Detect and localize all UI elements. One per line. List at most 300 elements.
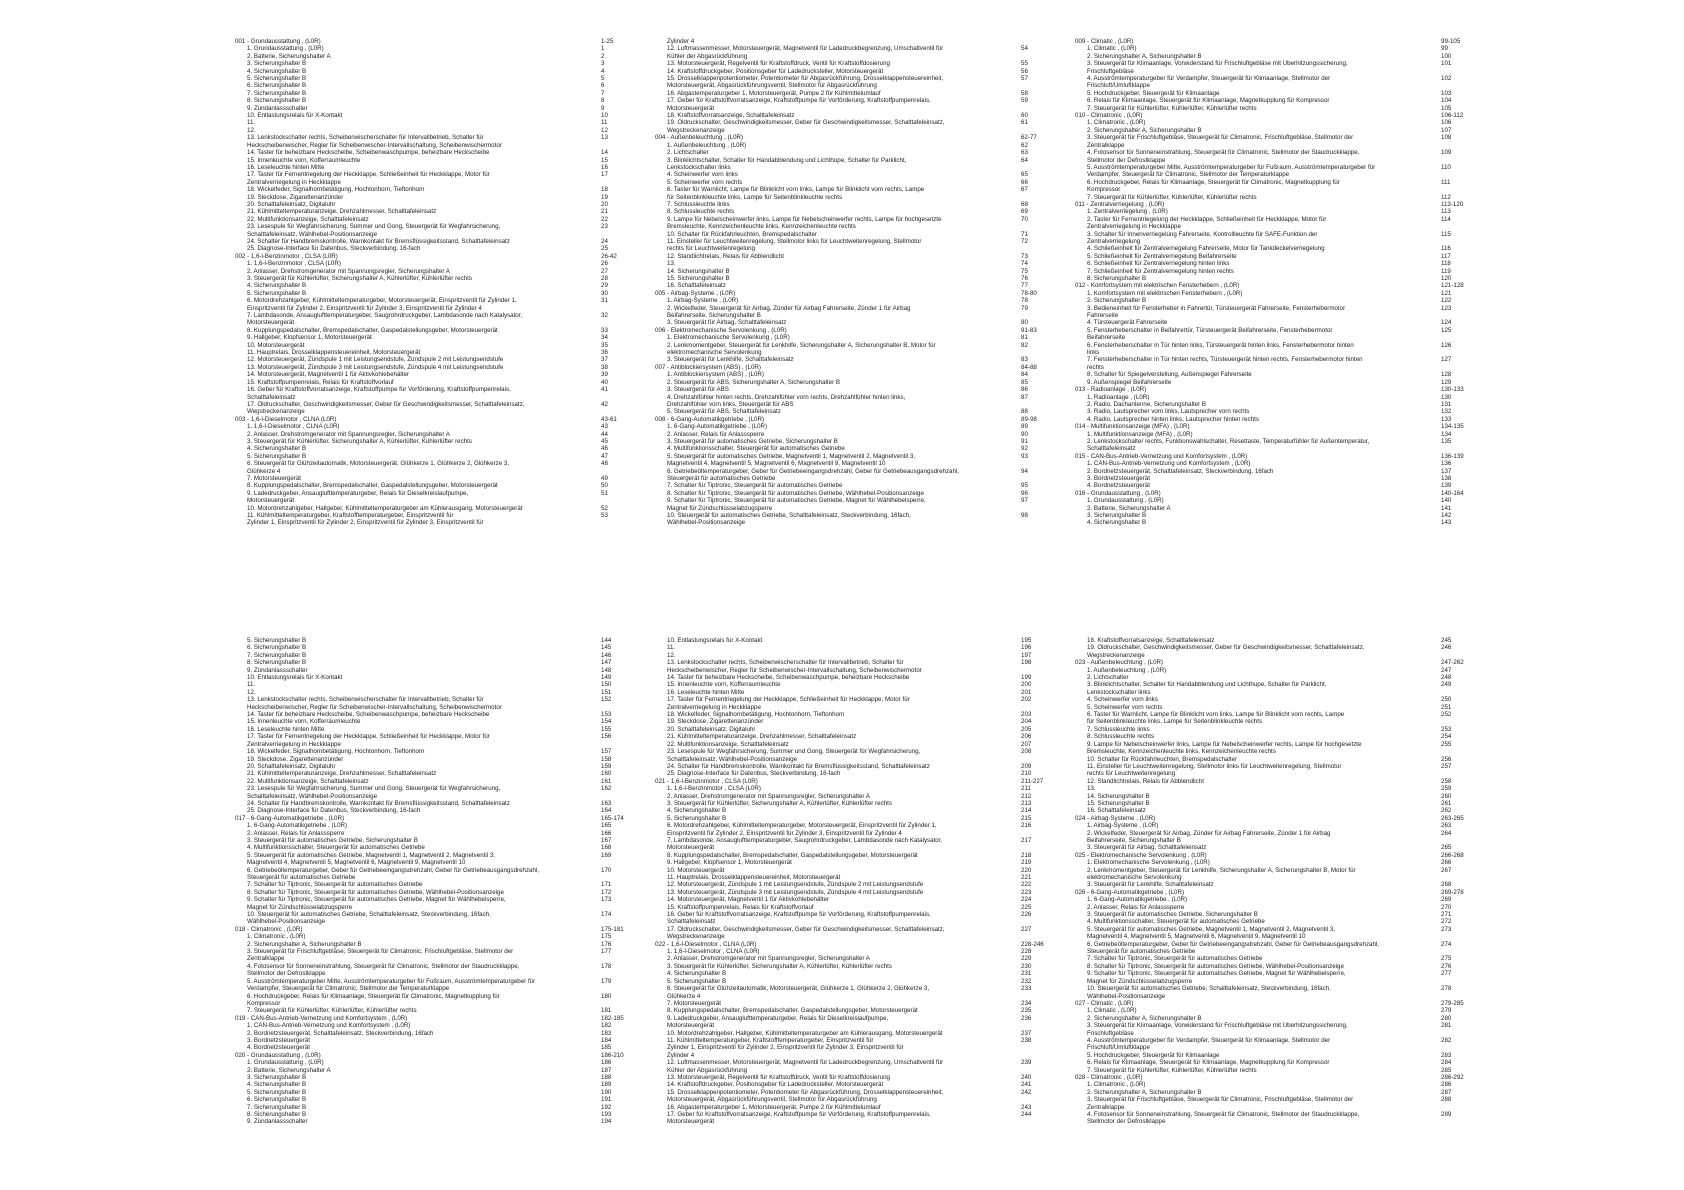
toc-entry [235, 201, 635, 208]
toc-entry [1075, 970, 1475, 977]
toc-entry [1075, 394, 1475, 401]
toc-entry [235, 652, 635, 659]
toc-entry-page: 166 [601, 829, 612, 837]
toc-entry [1075, 867, 1475, 874]
toc-entry-title: 3. Schalter für Innenverriegelung Fahrerseite, Kontrollleuchte für SAFE-Funktion der [1087, 230, 1318, 238]
toc-entry-title: 21. Kühlmitteltemperaturanzeige, Drehzahlmesser, Schalttafeleinsatz [247, 208, 437, 216]
toc-entry-title: 12. Motorsteuergerät, Zündspule 1 mit Leistungsendstufe, Zündspule 2 mit Leistungsendstufe [247, 356, 504, 364]
toc-entry-continuation [1075, 770, 1475, 777]
toc-entry-page: 245 [1441, 637, 1452, 644]
toc-entry-title: 4. Scheinwerfer vorn links [667, 171, 738, 179]
toc-entry-title: 1. Climatic , (L0R) [1087, 1007, 1137, 1015]
toc-entry-continuation [1075, 238, 1475, 245]
toc-entry-page: 286 [1441, 1081, 1452, 1089]
toc-entry-continuation [1075, 933, 1475, 940]
toc-entry [235, 674, 635, 681]
toc-entry [655, 1059, 1055, 1066]
toc-entry-title: 3. Bordnetzsteuergerät [247, 1036, 310, 1044]
toc-section-heading [1075, 659, 1475, 666]
toc-entry [1075, 1007, 1475, 1014]
toc-entry-title: 24. Schalter für Handbremskontrolle, Warnkontakt für Bremsflüssigkeitsstand, Schalttafeleinsatz [667, 762, 930, 770]
toc-entry [655, 963, 1055, 970]
toc-entry-title: 2. Steuergerät für ABS, Sicherungshalter A, Sicherungshalter B [667, 378, 841, 386]
toc-entry-title: 008 - 6-Gang-Automatikgetriebe , (L0R) [655, 415, 765, 423]
toc-entry-title: 2. Lichtschalter [667, 149, 709, 157]
toc-entry-page: 275 [1441, 955, 1452, 963]
toc-entry [655, 696, 1055, 703]
toc-entry-title: 16. Schalttafeleinsatz [667, 282, 726, 290]
toc-entry [235, 401, 635, 408]
toc-entry-title: für Seitenblinkleuchte links, Lampe für Seitenblinkleuchte rechts [1087, 718, 1263, 726]
toc-entry-title: 7. Steuergerät für Kühlerlüfter, Kühlerlüfter, Kühlerlüfter rechts [1087, 1066, 1257, 1074]
toc-entry-page: 129 [1441, 378, 1452, 386]
toc-entry [1075, 482, 1475, 489]
toc-entry-page: 105 [1441, 104, 1452, 112]
toc-entry [235, 637, 635, 644]
toc-entry [655, 1104, 1055, 1111]
toc-entry-page: 268 [1441, 881, 1452, 889]
toc-entry-page: 279 [1441, 1007, 1452, 1015]
toc-section-heading [1075, 282, 1475, 289]
toc-section-heading [655, 416, 1055, 423]
toc-entry-page: 113-120 [1441, 200, 1464, 208]
toc-entry-page: 38 [601, 363, 608, 371]
toc-entry-title: 2. Wickelfeder, Steuergerät für Airbag, Zünder für Airbag Fahrerseite, Zünder 1 für Airbag [667, 304, 911, 312]
toc-entry-title: 14. Motorsteuergerät, Magnetventil 1 für Aktivkohlebehälter [667, 896, 829, 904]
toc-entry [1075, 253, 1475, 260]
toc-entry-page: 50 [601, 482, 608, 490]
toc-entry [235, 60, 635, 67]
toc-entry-page: 136-139 [1441, 452, 1464, 460]
toc-entry-title: 9. Zündanlassschalter [247, 666, 308, 674]
toc-column-page1-left [235, 38, 635, 527]
toc-entry [235, 68, 635, 75]
toc-entry-title: 4. Sicherungshalter B [1087, 519, 1147, 527]
toc-entry-title: 11. Einsteller für Leuchtweitenregelung, Stellmotor links für Leuchtweitenregelung, Stellmotor [667, 237, 922, 245]
toc-entry [1075, 985, 1475, 992]
toc-entry [1075, 208, 1475, 215]
toc-entry-title: 4. Multifunktionsschalter, Steuergerät für automatisches Getriebe [247, 844, 425, 852]
toc-entry-page: 250 [1441, 696, 1452, 704]
toc-entry [655, 379, 1055, 386]
toc-entry-title: 12. Standlichtrelais, Relais für Abblendlicht [1087, 777, 1204, 785]
toc-entry-title: 8. Schalter für Tiptronic, Steuergerät für automatisches Getriebe, Wählhebel-Positionsanzeige [667, 489, 924, 497]
toc-entry-title: 6. Relais für Klimaanlage, Steuergerät für Klimaanlage, Magnetkupplung für Kompressor [1087, 1059, 1330, 1067]
toc-entry [235, 334, 635, 341]
toc-entry-title: 1. Grundausstattung , (L0R) [247, 1059, 324, 1067]
toc-entry-title: 10. Entlastungsrelais für X-Kontakt [667, 637, 763, 644]
toc-entry-title: Steuergerät für automatisches Getriebe [247, 874, 356, 881]
toc-entry [235, 268, 635, 275]
toc-entry-title: 10. Entlastungsrelais für X-Kontakt [247, 674, 343, 682]
toc-entry-title: Zentralverriegelung in Heckklappe [667, 703, 761, 711]
toc-entry [655, 985, 1055, 992]
toc-entry-title: 1. 6-Gang-Automatikgetriebe , (L0R) [1087, 896, 1188, 904]
toc-entry-title: 6. Taster für Warnlicht, Lampe für Blinklicht vorn links, Lampe für Blinklicht vorn rechts, Lampe [1087, 711, 1345, 719]
toc-entry-page: 30 [601, 289, 608, 297]
toc-entry [235, 171, 635, 178]
toc-entry [655, 741, 1055, 748]
toc-entry-page: 137 [1441, 467, 1452, 475]
toc-entry-title: 2. Sicherungshalter A, Sicherungshalter B [1087, 1014, 1202, 1022]
toc-entry-page: 81-83 [1021, 326, 1037, 334]
toc-entry [655, 68, 1055, 75]
toc-entry [235, 889, 635, 896]
toc-entry-title: 9. Hallgeber, Klopfsensor 1, Motorsteuergerät [247, 334, 372, 342]
toc-entry [235, 275, 635, 282]
toc-entry-page: 27 [601, 267, 608, 275]
toc-entry-title: 3. Steuergerät für Kühlerlüfter, Sicherungshalter A, Kühlerlüfter, Kühlerlüfter rechts [667, 799, 892, 807]
toc-entry [235, 978, 635, 985]
toc-column-page1-middle [655, 38, 1055, 527]
toc-entry-page: 186-210 [601, 1051, 624, 1059]
toc-entry-title: Einspritzventil für Zylinder 2, Einspritzventil für Zylinder 3, Einspritzventil für Zylinder 4 [247, 304, 482, 312]
toc-entry-page: 99-105 [1441, 38, 1461, 45]
toc-entry-title: 010 - Climatronic , (L0R) [1075, 112, 1143, 120]
toc-entry-page: 276 [1441, 962, 1452, 970]
toc-entry-title: 5. Fensterheberschalter in Beifahrertür, Türsteuergerät Beifahrerseite, Fensterhebermotor [1087, 326, 1333, 334]
toc-entry-title: 19. Öldruckschalter, Geschwindigkeitsmesser, Geber für Geschwindigkeitsmesser, Schalttafeleinsatz, [1087, 644, 1365, 652]
toc-entry-title: 026 - 6-Gang-Automatikgetriebe , (L0R) [1075, 888, 1185, 896]
toc-entry-continuation [235, 394, 635, 401]
toc-entry-title: Beifahrerseite [1087, 334, 1126, 342]
toc-entry-title: 12. Standlichtrelais, Relais für Abblendlicht [667, 252, 784, 260]
toc-entry-title: 25. Diagnose-Interface für Datenbus, Steckverbindung, 16-fach [247, 245, 421, 253]
toc-entry-page: 118 [1441, 260, 1451, 268]
toc-entry-title: 6. Motordrehzahlgeber, Kühlmitteltemperaturgeber, Motorsteuergerät, Einspritzventil für Zylinder 1, [667, 822, 937, 830]
toc-entry-title: Kompressor [1087, 186, 1121, 194]
toc-entry-page: 150 [601, 681, 612, 689]
toc-entry-page: 242 [1021, 1088, 1032, 1096]
toc-entry-page: 209 [1021, 762, 1032, 770]
toc-entry-page: 20 [601, 200, 608, 208]
toc-entry [655, 186, 1055, 193]
toc-entry-title: 7. Sicherungshalter B [247, 89, 307, 97]
toc-entry [235, 216, 635, 223]
toc-entry [655, 644, 1055, 651]
toc-entry [235, 282, 635, 289]
toc-entry-title: 15. Drosselklappenpotentiometer, Potentiometer für Abgasrückführung, Drosselklappensteuereinheit, [667, 1088, 944, 1096]
toc-entry-page: 86 [1021, 386, 1028, 394]
toc-entry-page: 154 [601, 718, 612, 726]
toc-entry-page: 25 [601, 245, 608, 253]
toc-entry-page: 176 [601, 940, 612, 948]
toc-entry-page: 81 [1021, 334, 1028, 342]
toc-entry-page: 230 [1021, 962, 1032, 970]
toc-entry-page: 191 [601, 1096, 612, 1104]
toc-entry-page: 8 [601, 97, 605, 105]
toc-entry-title: 7. Fensterheberschalter in Tür hinten rechts, Türsteuergerät hinten rechts, Fensterhebermotor hinten [1087, 356, 1363, 364]
toc-entry-continuation [1075, 837, 1475, 844]
toc-entry-title: 8. Sicherungshalter B [247, 97, 307, 105]
toc-entry-title: 14. Taster für beheizbare Heckscheibe, Scheibenwaschpumpe, beheizbare Heckscheibe [667, 674, 910, 682]
toc-entry-title: 16. Geber für Kraftstoffvorratsanzeige, Kraftstoffpumpe für Vorförderung, Kraftstoffpumpenrelais, [247, 386, 511, 394]
toc-entry-title: 018 - Climatronic , (L0R) [235, 925, 303, 933]
toc-entry [655, 275, 1055, 282]
toc-entry-page: 101 [1441, 60, 1452, 68]
toc-entry-title: 3. Steuergerät für Kühlerlüfter, Sicherungshalter A, Kühlerlüfter, Kühlerlüfter rechts [247, 275, 472, 282]
toc-entry-title: 7. Steuergerät für Kühlerlüfter, Kühlerlüfter, Kühlerlüfter rechts [1087, 193, 1257, 201]
toc-entry-page: 244 [1021, 1111, 1032, 1118]
toc-entry-page: 187 [601, 1066, 612, 1074]
toc-entry-page: 43 [601, 423, 608, 431]
toc-entry-title: 3. Steuergerät für Klimaanlage, Vorwiderstand für Frischluftgebläse mit Überhitzungssicherung, [1087, 60, 1348, 68]
toc-section-heading [1075, 38, 1475, 45]
toc-entry-title: Lenkstockschalter links [667, 163, 731, 171]
toc-entry-page: 39 [601, 371, 608, 379]
toc-entry-page: 62-77 [1021, 134, 1037, 142]
toc-entry-page: 94 [1021, 467, 1028, 475]
toc-entry-page: 286-292 [1441, 1073, 1464, 1081]
toc-entry-title: Frischluftgebläse [1087, 1029, 1134, 1037]
toc-entry-title: Motorsteuergerät [667, 844, 715, 852]
toc-entry [1075, 859, 1475, 866]
toc-entry-title: 4. Bordnetzsteuergerät [1087, 482, 1150, 490]
toc-entry-title: 5. Steuergerät für automatisches Getriebe, Magnetventil 1, Magnetventil 2, Magnetventil 3, [247, 851, 495, 859]
toc-entry-page: 95 [1021, 482, 1028, 490]
toc-entry [655, 770, 1055, 777]
toc-entry-page: 201 [1021, 688, 1032, 696]
toc-entry-title: 24. Schalter für Handbremskontrolle, Warnkontakt für Bremsflüssigkeitsstand, Schalttafeleinsatz [247, 237, 510, 245]
toc-entry [655, 652, 1055, 659]
toc-entry [1075, 53, 1475, 60]
toc-entry-title: Zentralklappe [1087, 141, 1125, 149]
toc-section-heading [235, 1052, 635, 1059]
toc-entry-page: 16 [601, 163, 608, 171]
toc-entry [1075, 216, 1475, 223]
toc-entry-title: 11. [247, 681, 256, 689]
toc-entry [655, 97, 1055, 104]
toc-entry-title: Fahrerseite [1087, 312, 1119, 320]
toc-entry-title: 5. Sicherungshalter B [667, 814, 727, 822]
toc-entry [1075, 785, 1475, 792]
toc-entry-title: 8. Sicherungshalter B [247, 1111, 307, 1118]
toc-entry [235, 482, 635, 489]
toc-entry-page: 205 [1021, 725, 1032, 733]
toc-entry-title: 4. Sicherungshalter B [247, 282, 307, 290]
toc-section-heading [655, 290, 1055, 297]
toc-entry-page: 204 [1021, 718, 1032, 726]
toc-entry-page: 152 [601, 696, 612, 704]
toc-entry-title: 1. Grundausstattung , (L0R) [247, 45, 324, 53]
toc-entry-continuation [235, 741, 635, 748]
toc-entry-page: 133 [1441, 415, 1452, 423]
toc-entry-page: 85 [1021, 378, 1028, 386]
toc-entry-page: 18 [601, 186, 608, 194]
toc-entry-title: 1. 6-Gang-Automatikgetriebe , (L0R) [247, 822, 348, 830]
toc-entry-continuation [235, 305, 635, 312]
toc-entry [1075, 505, 1475, 512]
toc-entry-page: 93 [1021, 452, 1028, 460]
toc-entry-title: 6. Motordrehzahlgeber, Kühlmitteltemperaturgeber, Motorsteuergerät, Einspritzventil für Zylinder 1, [247, 297, 517, 305]
toc-entry [235, 785, 635, 792]
toc-entry-continuation [655, 245, 1055, 252]
toc-entry [655, 512, 1055, 519]
toc-entry-title: 5. Hochdruckgeber, Steuergerät für Klimaanlage [1087, 1051, 1220, 1059]
toc-entry-title: 006 - Elektromechanische Servolenkung , (L0R) [655, 326, 787, 334]
toc-entry-title: 004 - Außenbeleuchtung , (L0R) [655, 134, 744, 142]
toc-entry-continuation [235, 468, 635, 475]
toc-entry [1075, 918, 1475, 925]
toc-entry-title: 2. Sicherungshalter B [1087, 297, 1147, 305]
toc-entry-page: 33 [601, 326, 608, 334]
toc-entry-page: 167 [601, 836, 612, 844]
toc-entry-title: 6. Sicherungshalter B [247, 82, 307, 90]
toc-entry [655, 1111, 1055, 1118]
toc-entry-title: Zylinder 1, Einspritzventil für Zylinder 2, Einspritzventil für Zylinder 3, Einspritzventil für [667, 1044, 904, 1052]
toc-entry-page: 52 [601, 504, 608, 512]
toc-entry-title: Magnetventil 4, Magnetventil 5, Magnetventil 6, Magnetventil 9, Magnetventil 10 [667, 460, 886, 468]
toc-entry-page: 197 [1021, 651, 1032, 659]
toc-entry [1075, 793, 1475, 800]
toc-entry-page: 163 [601, 799, 612, 807]
toc-entry-page: 193 [601, 1111, 612, 1118]
toc-entry-title: 4. Fotosensor für Sonneneinstrahlung, Steuergerät für Climatronic, Stellmotor der Staudruckklappe, [1087, 1111, 1360, 1118]
toc-entry-page: 125 [1441, 326, 1452, 334]
toc-entry-page: 157 [601, 748, 612, 756]
toc-entry-title: Stellmotor der Defrostklappe [247, 970, 326, 978]
toc-entry-title: 22. Multifunktionsanzeige, Schalttafeleinsatz [667, 740, 789, 748]
toc-entry-page: 15 [601, 156, 608, 164]
toc-entry-page: 144 [601, 637, 612, 644]
toc-entry-page: 214 [1021, 807, 1032, 815]
toc-entry-page: 96 [1021, 489, 1028, 497]
toc-entry-title: 3. Sicherungshalter B [1087, 512, 1147, 519]
toc-entry-title: 11. Einsteller für Leuchtweitenregelung, Stellmotor links für Leuchtweitenregelung, Stellmotor [1087, 762, 1342, 770]
toc-entry-title: Kühler der Abgasrückführung [667, 52, 748, 60]
toc-entry [655, 319, 1055, 326]
toc-entry [1075, 1059, 1475, 1066]
toc-entry-title: 2. Bordnetzsteuergerät, Schalttafeleinsatz, Steckverbindung, 16fach [1087, 467, 1274, 475]
toc-entry-title: 1. 6-Gang-Automatikgetriebe , (L0R) [667, 423, 768, 431]
toc-entry [1075, 844, 1475, 851]
toc-entry-page: 78-80 [1021, 289, 1037, 297]
toc-entry-title: 7. Steuergerät für Kühlerlüfter, Kühlerlüfter, Kühlerlüfter rechts [1087, 104, 1257, 112]
toc-entry [235, 97, 635, 104]
toc-entry-title: 18. Wickelfeder, Signalhornbetätigung, Hochtonhorn, Tieftonhorn [247, 186, 425, 194]
toc-entry [655, 171, 1055, 178]
toc-entry-title: 024 - Airbag-Systeme , (L0R) [1075, 814, 1156, 822]
toc-entry-page: 212 [1021, 792, 1032, 800]
toc-entry-title: Verdampfer, Steuergerät für Climatronic, Stellmotor der Temperaturklappe [1087, 171, 1290, 179]
toc-entry-page: 79 [1021, 304, 1028, 312]
toc-entry-page: 194 [601, 1118, 612, 1126]
toc-entry-title: 3. Blinklichtschalter, Schalter für Handabblendung und Lichthupe, Schalter für Parklicht, [667, 156, 907, 164]
toc-entry-page: 132 [1441, 408, 1452, 416]
toc-entry-page: 251 [1441, 703, 1452, 711]
toc-entry [1075, 1022, 1475, 1029]
toc-entry-title: 009 - Climatic , (L0R) [1075, 38, 1134, 45]
toc-entry-page: 221 [1021, 874, 1032, 881]
toc-entry [1075, 179, 1475, 186]
toc-entry-continuation [655, 1044, 1055, 1051]
toc-entry-title: 15. Sicherungshalter B [1087, 799, 1150, 807]
toc-entry [1075, 1015, 1475, 1022]
toc-entry-page: 9 [601, 104, 605, 112]
toc-entry-continuation [1075, 689, 1475, 696]
toc-entry-continuation [1075, 1044, 1475, 1051]
toc-entry-title: 2. Anlasser, Relais für Anlasssperre [667, 430, 765, 438]
toc-entry-continuation [235, 497, 635, 504]
toc-entry-title: 5. Sicherungshalter B [247, 75, 307, 83]
toc-entry-title: 19. Steckdose, Zigarettenanzünder [247, 193, 344, 201]
toc-entry-title: 8. Kupplungspedalschalter, Bremspedalschalter, Gaspedalstellungsgeber, Motorsteuergerät [247, 482, 498, 490]
toc-section-heading [655, 134, 1055, 141]
toc-entry-page: 252 [1441, 711, 1452, 719]
toc-entry [655, 60, 1055, 67]
toc-entry-title: Beifahrerseite, Sicherungshalter B [1087, 836, 1181, 844]
toc-entry-title: 1. 1,6-l-Dieselmotor , CLNA (L0R) [667, 948, 760, 956]
toc-entry [655, 1007, 1055, 1014]
toc-entry-title: 16. Geber für Kraftstoffvorratsanzeige, Kraftstoffpumpe für Vorförderung, Kraftstoffpumpenrelais, [667, 911, 931, 919]
toc-entry-title: 4. Ausströmtemperaturgeber für Verdampfer, Steuergerät für Klimaanlage, Stellmotor der [1087, 1036, 1331, 1044]
toc-entry-title: 9. Schalter für Tiptronic, Steuergerät für automatisches Getriebe, Magnet für Wählhebelsperre, [1087, 970, 1346, 978]
toc-entry [235, 696, 635, 703]
toc-entry-title: 3. Steuergerät für automatisches Getriebe, Sicherungshalter B [1087, 911, 1258, 919]
toc-entry-title: 2. Anlasser, Drehstromgenerator mit Spannungsregler, Sicherungshalter A [667, 792, 870, 800]
toc-entry [1075, 926, 1475, 933]
toc-entry [235, 290, 635, 297]
toc-entry-continuation [235, 918, 635, 925]
toc-entry-title: 1. 1,6-l-Dieselmotor , CLNA (L0R) [247, 423, 340, 431]
toc-entry [1075, 475, 1475, 482]
toc-entry [655, 179, 1055, 186]
toc-entry [1075, 275, 1475, 282]
toc-entry [1075, 379, 1475, 386]
toc-entry-title: 1. Climatronic , (L0R) [1087, 119, 1146, 127]
toc-entry-title: 6. Getriebeöltemperaturgeber, Geber für Getriebeeingangsdrehzahl, Geber für Getriebeausgangsdrehzahl, [247, 866, 540, 874]
toc-entry-continuation [655, 1052, 1055, 1059]
toc-entry-page: 44 [601, 430, 608, 438]
toc-entry-continuation [655, 38, 1055, 45]
toc-entry [1075, 726, 1475, 733]
toc-entry-page: 266-268 [1441, 851, 1464, 859]
toc-entry-continuation [655, 844, 1055, 851]
toc-entry [235, 245, 635, 252]
toc-entry [1075, 644, 1475, 651]
toc-entry-title: 2. Sicherungshalter A, Sicherungshalter B [1087, 52, 1202, 60]
toc-entry-continuation [235, 408, 635, 415]
toc-entry-page: 32 [601, 312, 608, 320]
toc-entry-page: 174 [601, 911, 612, 919]
toc-entry-title: 17. Öldruckschalter, Geschwindigkeitsmesser, Geber für Geschwindigkeitsmesser, Schalttafeleinsatz, [247, 400, 525, 408]
toc-entry-page: 100 [1441, 52, 1452, 60]
toc-entry [1075, 904, 1475, 911]
toc-entry [1075, 290, 1475, 297]
toc-entry [655, 238, 1055, 245]
toc-entry-page: 277 [1441, 970, 1452, 978]
toc-entry-page: 189 [601, 1081, 612, 1089]
toc-entry-continuation [655, 105, 1055, 112]
toc-entry-title: 18. Wickelfeder, Signalhornbetätigung, Hochtonhorn, Tieftonhorn [667, 711, 845, 719]
toc-entry-page: 82 [1021, 341, 1028, 349]
toc-entry-page: 228-246 [1021, 940, 1044, 948]
toc-entry [235, 356, 635, 363]
toc-entry-page: 202 [1021, 696, 1032, 704]
toc-entry-title: 5. Sicherungshalter B [247, 637, 307, 644]
toc-entry-title: 13. Lenkstockschalter rechts, Scheibenwischerschalter für Intervallbetrieb, Schalter für [667, 659, 904, 667]
toc-entry-page: 31 [601, 297, 608, 305]
toc-entry-title: 003 - 1,6-l-Dieselmotor , CLNA (L0R) [235, 415, 337, 423]
toc-entry-continuation [655, 223, 1055, 230]
toc-entry [1075, 401, 1475, 408]
toc-entry-page: 253 [1441, 725, 1452, 733]
toc-entry-title: 7. Motorsteuergerät [247, 474, 301, 482]
toc-entry-page: 161 [601, 777, 612, 785]
toc-entry [235, 748, 635, 755]
toc-entry-title: 5. Steuergerät für automatisches Getriebe, Magnetventil 1, Magnetventil 2, Magnetventil 3, [667, 452, 915, 460]
toc-entry-title: 4. Multifunktionsschalter, Steuergerät für automatisches Getriebe [667, 445, 845, 453]
